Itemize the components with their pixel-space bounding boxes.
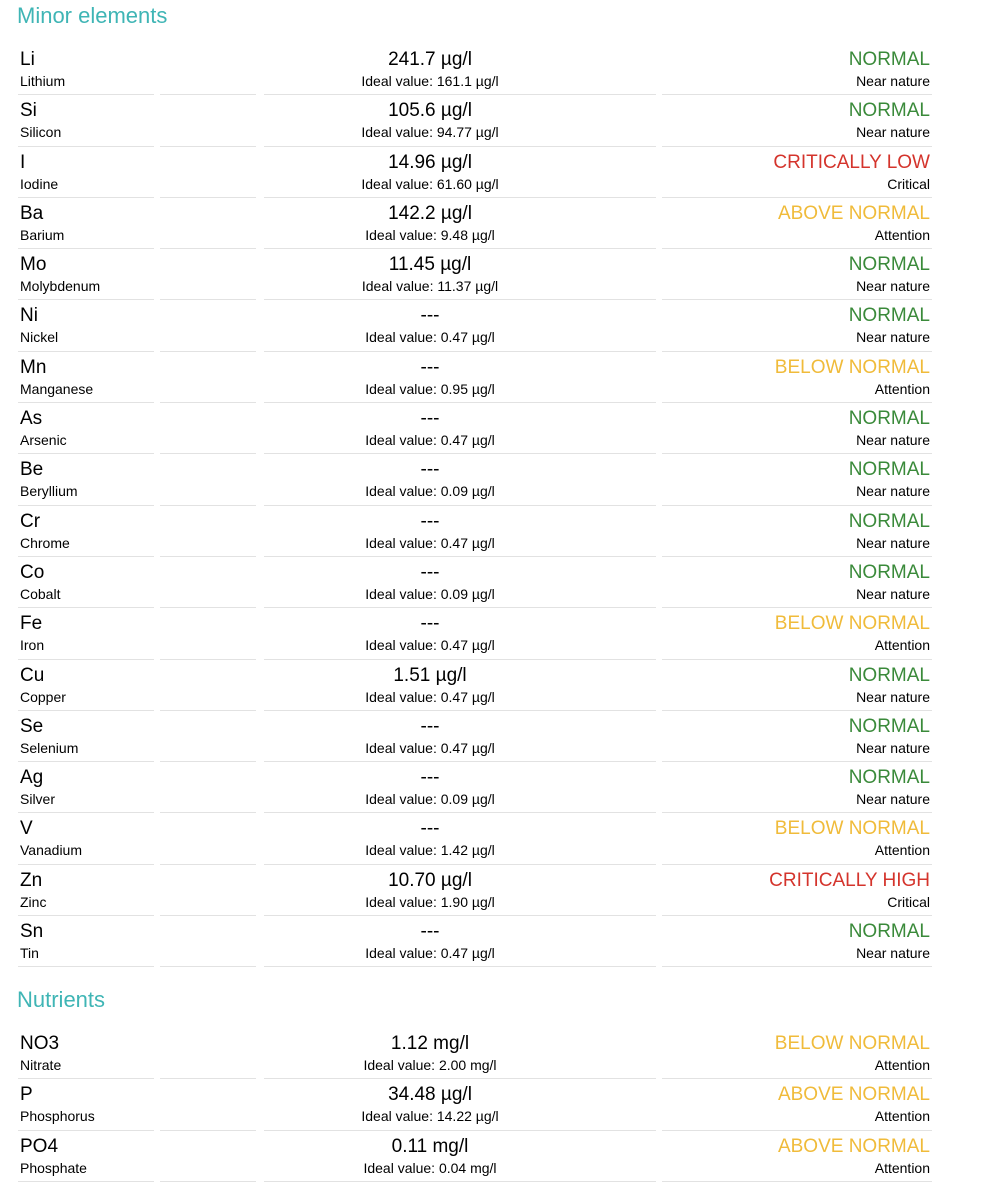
row-divider <box>264 966 656 967</box>
ideal-value: Ideal value: 0.47 µg/l <box>365 739 495 756</box>
element-name: Nitrate <box>20 1057 62 1073</box>
table-row <box>18 813 932 864</box>
status-note: Attention <box>874 1057 930 1073</box>
status-label: BELOW NORMAL <box>774 356 930 378</box>
element-symbol: Co <box>20 561 45 583</box>
row-divider <box>160 966 256 967</box>
status-label: NORMAL <box>848 100 930 122</box>
ideal-value: Ideal value: 0.09 µg/l <box>365 585 495 602</box>
element-name: Tin <box>20 945 39 962</box>
status-note: Attention <box>874 842 930 859</box>
table-row <box>18 1028 932 1079</box>
row-divider <box>18 966 154 967</box>
element-symbol: I <box>20 151 26 173</box>
ideal-value: Ideal value: 9.48 µg/l <box>365 226 495 243</box>
element-name: Arsenic <box>20 432 67 449</box>
table-row <box>18 916 932 967</box>
measured-value: --- <box>420 613 440 635</box>
ideal-value: Ideal value: 0.09 µg/l <box>365 791 495 808</box>
status-note: Near nature <box>856 483 930 500</box>
status-note: Attention <box>874 1108 930 1125</box>
element-name: Silicon <box>20 124 62 141</box>
element-name: Barium <box>20 226 65 243</box>
measured-value: 10.70 µg/l <box>388 869 472 891</box>
status-note: Near nature <box>856 278 930 295</box>
section-title-minor-elements: Minor elements <box>17 3 168 28</box>
ideal-value: Ideal value: 0.95 µg/l <box>365 380 495 397</box>
ideal-value: Ideal value: 0.47 µg/l <box>365 329 495 346</box>
row-divider <box>264 1181 656 1182</box>
element-symbol: P <box>20 1084 33 1106</box>
ideal-value: Ideal value: 0.04 mg/l <box>363 1159 497 1176</box>
element-symbol: Mn <box>20 356 47 378</box>
status-label: NORMAL <box>848 459 930 481</box>
measured-value: --- <box>420 715 440 737</box>
table-row <box>18 506 932 557</box>
measured-value: --- <box>420 921 440 943</box>
ideal-value: Ideal value: 0.47 µg/l <box>365 432 495 449</box>
table-row <box>18 557 932 608</box>
status-label: ABOVE NORMAL <box>777 1084 930 1106</box>
element-symbol: V <box>20 818 33 840</box>
status-note: Near nature <box>856 432 930 449</box>
table-row <box>18 762 932 813</box>
status-label: BELOW NORMAL <box>774 613 930 635</box>
table-row <box>18 147 932 198</box>
row-divider <box>662 1181 932 1182</box>
status-label: NORMAL <box>848 767 930 789</box>
row-divider <box>18 1181 154 1182</box>
element-symbol: Cr <box>20 510 41 532</box>
table-row <box>18 249 932 300</box>
status-label: CRITICALLY HIGH <box>769 869 930 891</box>
measured-value: --- <box>420 356 440 378</box>
section-title-nutrients: Nutrients <box>17 987 106 1012</box>
status-note: Critical <box>887 175 930 192</box>
element-symbol: Mo <box>20 254 47 276</box>
status-note: Near nature <box>856 945 930 962</box>
status-note: Attention <box>874 637 930 654</box>
element-symbol: Sn <box>20 921 44 943</box>
status-note: Attention <box>874 380 930 397</box>
ideal-value: Ideal value: 94.77 µg/l <box>361 124 499 141</box>
status-label: NORMAL <box>848 715 930 737</box>
element-symbol: Fe <box>20 613 43 635</box>
element-symbol: NO3 <box>20 1033 60 1054</box>
element-symbol: Ni <box>20 305 38 327</box>
ideal-value: Ideal value: 0.09 µg/l <box>365 483 495 500</box>
nutrients-table <box>18 1028 932 1182</box>
row-divider <box>662 966 932 967</box>
table-row <box>18 95 932 146</box>
element-name: Vanadium <box>20 842 83 859</box>
status-note: Attention <box>874 226 930 243</box>
measured-value: 11.45 µg/l <box>388 254 472 276</box>
table-row <box>18 1079 932 1130</box>
ideal-value: Ideal value: 1.90 µg/l <box>365 893 495 910</box>
status-label: NORMAL <box>848 254 930 276</box>
measured-value: 241.7 µg/l <box>388 49 472 70</box>
status-label: NORMAL <box>848 49 930 70</box>
element-name: Lithium <box>20 73 66 89</box>
measured-value: --- <box>420 459 440 481</box>
ideal-value: Ideal value: 0.47 µg/l <box>365 534 495 551</box>
element-name: Cobalt <box>20 585 61 602</box>
measured-value: --- <box>420 510 440 532</box>
measured-value: 1.12 mg/l <box>390 1033 470 1054</box>
element-name: Chrome <box>20 534 70 551</box>
ideal-value: Ideal value: 2.00 mg/l <box>363 1057 497 1073</box>
status-label: NORMAL <box>848 305 930 327</box>
element-symbol: Cu <box>20 664 45 686</box>
element-symbol: As <box>20 408 43 430</box>
element-name: Selenium <box>20 739 79 756</box>
element-symbol: Ba <box>20 202 44 224</box>
status-note: Near nature <box>856 688 930 705</box>
status-label: NORMAL <box>848 664 930 686</box>
element-name: Beryllium <box>20 483 78 500</box>
element-name: Silver <box>20 791 56 808</box>
measured-value: 34.48 µg/l <box>388 1084 472 1106</box>
status-note: Near nature <box>856 739 930 756</box>
element-name: Phosphate <box>20 1159 87 1176</box>
measured-value: --- <box>420 408 440 430</box>
ideal-value: Ideal value: 1.42 µg/l <box>365 842 495 859</box>
status-label: BELOW NORMAL <box>774 1033 930 1054</box>
status-note: Near nature <box>856 585 930 602</box>
status-label: ABOVE NORMAL <box>777 202 930 224</box>
measured-value: 0.11 mg/l <box>391 1135 469 1157</box>
status-note: Near nature <box>856 329 930 346</box>
element-symbol: Se <box>20 715 44 737</box>
ideal-value: Ideal value: 11.37 µg/l <box>361 278 499 295</box>
element-name: Zinc <box>20 893 47 910</box>
table-row <box>18 1131 932 1182</box>
table-row <box>18 44 932 95</box>
element-name: Manganese <box>20 380 94 397</box>
minor-elements-table <box>18 44 932 967</box>
ideal-value: Ideal value: 61.60 µg/l <box>361 175 499 192</box>
element-name: Phosphorus <box>20 1108 95 1125</box>
ideal-value: Ideal value: 14.22 µg/l <box>361 1108 499 1125</box>
status-note: Near nature <box>856 124 930 141</box>
status-note: Near nature <box>856 791 930 808</box>
row-divider <box>160 1181 256 1182</box>
table-row <box>18 403 932 454</box>
ideal-value: Ideal value: 0.47 µg/l <box>365 945 495 962</box>
element-name: Copper <box>20 688 66 705</box>
element-symbol: PO4 <box>20 1135 59 1157</box>
measured-value: 14.96 µg/l <box>388 151 472 173</box>
status-label: NORMAL <box>848 921 930 943</box>
measured-value: --- <box>420 818 440 840</box>
status-note: Near nature <box>856 534 930 551</box>
table-row <box>18 865 932 916</box>
measured-value: --- <box>420 561 440 583</box>
table-row <box>18 711 932 762</box>
status-note: Near nature <box>856 73 930 89</box>
status-label: NORMAL <box>848 408 930 430</box>
element-name: Iron <box>20 637 45 654</box>
status-label: BELOW NORMAL <box>774 818 930 840</box>
status-label: ABOVE NORMAL <box>777 1135 930 1157</box>
table-row <box>18 352 932 403</box>
status-note: Critical <box>887 893 930 910</box>
status-label: NORMAL <box>848 561 930 583</box>
table-row <box>18 660 932 711</box>
status-label: NORMAL <box>848 510 930 532</box>
measured-value: 1.51 µg/l <box>393 664 467 686</box>
element-symbol: Si <box>20 100 37 122</box>
table-row <box>18 198 932 249</box>
ideal-value: Ideal value: 161.1 µg/l <box>361 73 499 89</box>
table-row <box>18 300 932 351</box>
element-name: Iodine <box>20 175 59 192</box>
measured-value: 105.6 µg/l <box>388 100 472 122</box>
element-symbol: Ag <box>20 767 44 789</box>
element-symbol: Be <box>20 459 44 481</box>
element-symbol: Li <box>20 49 35 70</box>
measured-value: --- <box>420 767 440 789</box>
measured-value: --- <box>420 305 440 327</box>
element-symbol: Zn <box>20 869 43 891</box>
status-label: CRITICALLY LOW <box>773 151 930 173</box>
table-row <box>18 454 932 505</box>
element-name: Nickel <box>20 329 59 346</box>
ideal-value: Ideal value: 0.47 µg/l <box>365 637 495 654</box>
status-note: Attention <box>874 1159 930 1176</box>
table-row <box>18 608 932 659</box>
measured-value: 142.2 µg/l <box>388 202 472 224</box>
ideal-value: Ideal value: 0.47 µg/l <box>365 688 495 705</box>
element-name: Molybdenum <box>20 278 101 295</box>
